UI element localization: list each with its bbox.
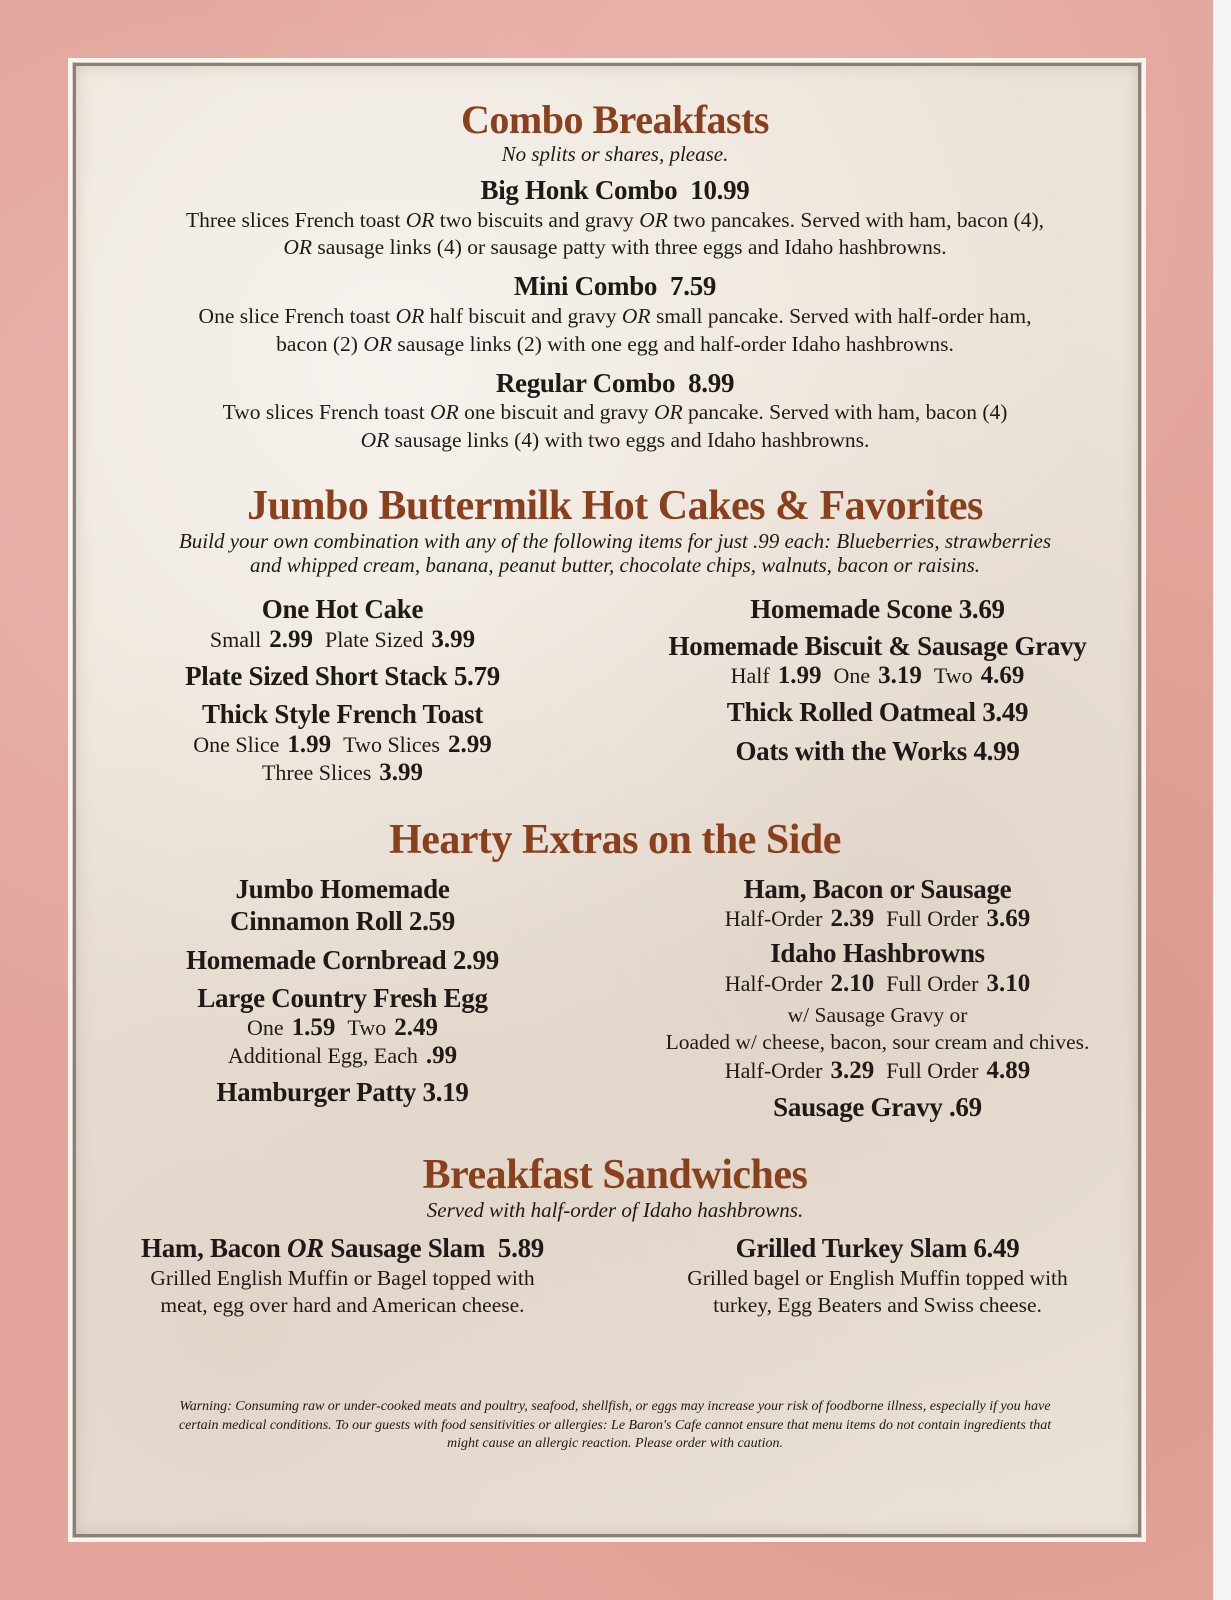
cornbread: Homemade Cornbread 2.99 bbox=[186, 944, 499, 975]
item-description: Three slices French toast OR two biscuits and gravy OR two pancakes. Served with ham, bacon (4), OR sausage links (4) or sausage patty with three eggs and Idaho hashbrowns. bbox=[185, 207, 1044, 260]
page-edge bbox=[1213, 0, 1231, 1600]
item-description: One slice French toast OR half biscuit and gravy OR small pancake. Served with half-order ham, bacon (2) OR sausage links (2) with one egg and half-order Idaho hashbrowns. bbox=[198, 303, 1032, 356]
combo-title: Combo Breakfasts bbox=[461, 97, 769, 142]
turkey-slam: Grilled Turkey Slam 6.49 Grilled bagel or English Muffin topped with turkey, Egg Beaters and Swiss cheese. bbox=[687, 1233, 1068, 1318]
scone: Homemade Scone 3.69 bbox=[750, 594, 1005, 625]
combo-subtitle: No splits or shares, please. bbox=[501, 142, 729, 166]
hotcakes-left-column bbox=[80, 593, 605, 786]
hotcakes-section bbox=[80, 483, 1150, 577]
item-name: Regular Combo bbox=[495, 367, 676, 398]
allergy-warning: Warning: Consuming raw or under-cooked meats and poultry, seafood, shellfish, or eggs may increase your risk of foodborne illness, especially if you have certain medical conditions. To our guests with food sensitivities or allergies: Le Baron's Cafe cannot ensure that menu items do not contain ingredients that might cause an allergic reaction. Please order with caution. bbox=[178, 1399, 1052, 1451]
combo-section bbox=[80, 98, 1150, 455]
hotcakes-columns bbox=[80, 593, 1150, 786]
short-stack: Plate Sized Short Stack 5.79 bbox=[185, 660, 500, 691]
oats-works: Oats with the Works 4.99 bbox=[735, 735, 1020, 766]
country-egg: Large Country Fresh Egg One 1.59 Two 2.49 Additional Egg, Each .99 bbox=[197, 982, 488, 1070]
big-honk-combo bbox=[80, 174, 1150, 262]
item-price: 10.99 bbox=[690, 175, 750, 206]
hamburger-patty: Hamburger Patty 3.19 bbox=[216, 1077, 469, 1108]
item-name: Mini Combo bbox=[513, 271, 658, 302]
ham-bacon-sausage: Ham, Bacon or Sausage Half-Order 2.39 Full Order 3.69 bbox=[724, 873, 1031, 933]
one-hot-cake: One Hot Cake Small 2.99 Plate Sized 3.99 bbox=[209, 594, 476, 653]
item-price: 8.99 bbox=[688, 367, 735, 398]
hotcakes-title: Jumbo Buttermilk Hot Cakes & Favorites bbox=[247, 482, 983, 529]
extras-title: Hearty Extras on the Side bbox=[389, 816, 841, 863]
extras-section bbox=[80, 817, 1150, 863]
mini-combo bbox=[80, 270, 1150, 358]
sandwiches-subtitle: Served with half-order of Idaho hashbrowns. bbox=[426, 1198, 804, 1222]
biscuit-gravy: Homemade Biscuit & Sausage Gravy Half 1.99 One 3.19 Two 4.69 bbox=[668, 630, 1087, 690]
french-toast: Thick Style French Toast One Slice 1.99 Two Slices 2.99 Three Slices 3.99 bbox=[193, 699, 492, 786]
cinnamon-roll: Jumbo Homemade Cinnamon Roll 2.59 bbox=[230, 873, 455, 937]
idaho-hashbrowns: Idaho Hashbrowns Half-Order 2.10 Full Order 3.10 w/ Sausage Gravy or Loaded w/ cheese, bacon, sour cream and chives. Half-Order 3.29 Full Order 4.89 bbox=[665, 938, 1090, 1085]
hotcakes-subtitle: Build your own combination with any of the following items for just .99 each: Blueberries, strawberries and whipped cream, banana, peanut butter, chocolate chips, walnuts, bacon or raisins. bbox=[178, 529, 1052, 578]
oatmeal: Thick Rolled Oatmeal 3.49 bbox=[726, 697, 1029, 728]
sandwiches-title: Breakfast Sandwiches bbox=[422, 1151, 808, 1198]
slam-sandwich: Ham, Bacon OR Sausage Slam 5.89 Grilled English Muffin or Bagel topped with meat, egg over hard and American cheese. bbox=[141, 1233, 544, 1318]
regular-combo bbox=[80, 367, 1150, 455]
item-price: 7.59 bbox=[670, 271, 717, 302]
sausage-gravy: Sausage Gravy .69 bbox=[773, 1092, 982, 1123]
menu-content bbox=[80, 62, 1150, 1453]
sandwiches-section bbox=[80, 1152, 1150, 1222]
extras-left-column bbox=[80, 873, 605, 1124]
hotcakes-right-column bbox=[605, 593, 1150, 786]
extras-columns bbox=[80, 873, 1150, 1124]
sandwiches-columns bbox=[80, 1232, 1150, 1320]
extras-right-column bbox=[605, 873, 1150, 1124]
item-description: Two slices French toast OR one biscuit and gravy OR pancake. Served with ham, bacon (4) OR sausage links (4) with two eggs and Idaho hashbrowns. bbox=[222, 400, 1008, 452]
item-name: Big Honk Combo bbox=[480, 175, 678, 206]
